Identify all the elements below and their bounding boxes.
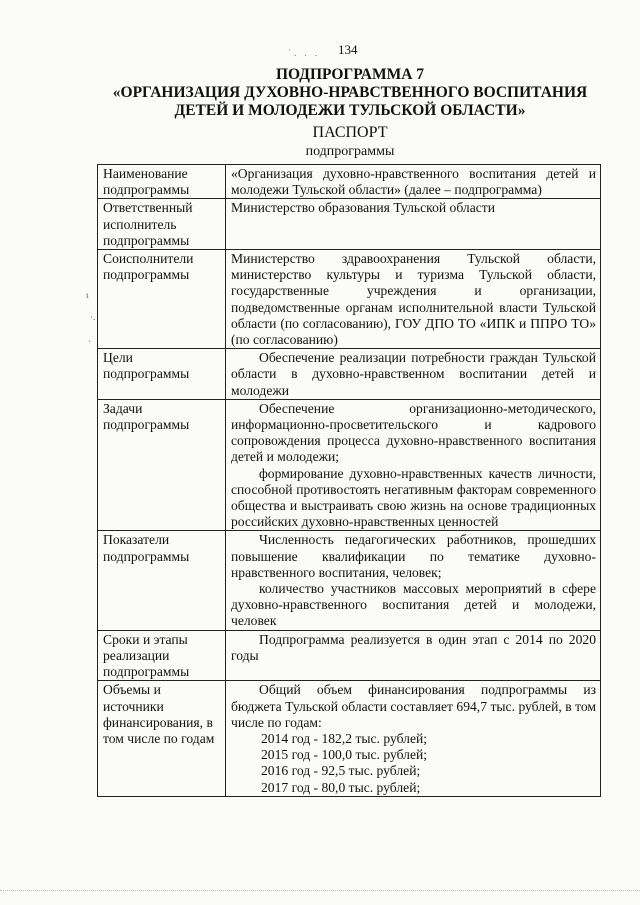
- row-value: [226, 681, 601, 796]
- row-label: Цели подпрограммы: [98, 349, 226, 400]
- row-value: [226, 399, 601, 531]
- table-row: [98, 349, 601, 400]
- passport-title: ПАСПОРТ: [312, 124, 388, 141]
- row-value: [226, 250, 601, 349]
- table-row: [98, 630, 601, 681]
- margin-mark: ι: [86, 290, 89, 300]
- row-label: Сроки и этапы реализации подпрограммы: [98, 630, 226, 681]
- row-paragraph: Обеспечение организационно-методического, информационно-просветительского и кадрового сопровождения процесса духовно-нравственного воспитания детей и молодежи;: [231, 400, 596, 465]
- row-paragraph: Обеспечение реализации потребности граждан Тульской области в духовно-нравственном воспитании детей и молодежи: [231, 350, 596, 398]
- margin-mark: ˎ: [88, 332, 91, 342]
- funding-year-line: 2015 год - 100,0 тыс. рублей;: [261, 747, 428, 763]
- row-label: Соисполнители подпрограммы: [98, 250, 226, 349]
- row-value: [226, 165, 601, 199]
- passport-table: [97, 164, 601, 797]
- page-number: 134: [338, 42, 358, 57]
- table-row: [98, 199, 601, 250]
- funding-year-line: 2017 год - 80,0 тыс. рублей;: [261, 779, 421, 795]
- table-row: [98, 165, 601, 199]
- row-value: [226, 349, 601, 400]
- table-row: [98, 399, 601, 531]
- row-paragraph: количество участников массовых мероприятий в сфере духовно-нравственного воспитания детей и молодежи, человек: [231, 581, 596, 629]
- row-paragraph: Министерство образования Тульской области: [231, 200, 495, 216]
- subprogram-number: ПОДПРОГРАММА 7: [275, 66, 425, 83]
- row-value: [226, 630, 601, 681]
- funding-year-line: 2016 год - 92,5 тыс. рублей;: [261, 763, 421, 779]
- table-row: [98, 681, 601, 796]
- row-paragraph: Министерство здравоохранения Тульской области, министерство культуры и туризма Тульской области, государственные учреждения и организации, подведомственные органам исполнительной власти Тульской области (по согласованию), ГОУ ДПО ТО «ИПК и ППРО ТО» (по согласованию): [231, 251, 596, 348]
- row-paragraph: Общий объем финансирования подпрограммы из бюджета Тульской области составляет 694,7 тыс. рублей, в том числе по годам:: [231, 682, 596, 730]
- row-label: Ответственный исполнитель подпрограммы: [98, 199, 226, 250]
- scan-edge: [0, 890, 640, 892]
- margin-mark: ·.: [90, 312, 96, 322]
- row-paragraph: формирование духовно-нравственных качеств личности, способной противостоять негативным факторам современного общества и выстраивать свою жизнь на основе традиционных российских духовно-нравственных ценностей: [231, 465, 596, 530]
- row-label: Показатели подпрограммы: [98, 531, 226, 630]
- subprogram-title-line-1: «ОРГАНИЗАЦИЯ ДУХОВНО-НРАВСТВЕННОГО ВОСПИТАНИЯ: [112, 84, 588, 101]
- row-value: [226, 199, 601, 250]
- row-paragraph: «Организация духовно-нравственного воспитания детей и молодежи Тульской области» (далее – подпрограмма): [231, 166, 596, 198]
- row-paragraph: Подпрограмма реализуется в один этап с 2014 по 2020 годы: [231, 631, 596, 663]
- table-row: [98, 250, 601, 349]
- passport-subtitle: подпрограммы: [305, 144, 395, 159]
- scan-artifact: ˙. . .: [288, 48, 321, 58]
- funding-year-line: 2014 год - 182,2 тыс. рублей;: [261, 730, 428, 746]
- row-value: [226, 531, 601, 630]
- table-row: [98, 531, 601, 630]
- subprogram-title-line-2: ДЕТЕЙ И МОЛОДЕЖИ ТУЛЬСКОЙ ОБЛАСТИ»: [174, 102, 526, 119]
- row-label: Объемы и источники финансирования, в том числе по годам: [98, 681, 226, 796]
- row-label: Наименование подпрограммы: [98, 165, 226, 199]
- row-label: Задачи подпрограммы: [98, 399, 226, 531]
- row-paragraph: Численность педагогических работников, прошедших повышение квалификации по тематике духовно-нравственного воспитания, человек;: [231, 532, 596, 580]
